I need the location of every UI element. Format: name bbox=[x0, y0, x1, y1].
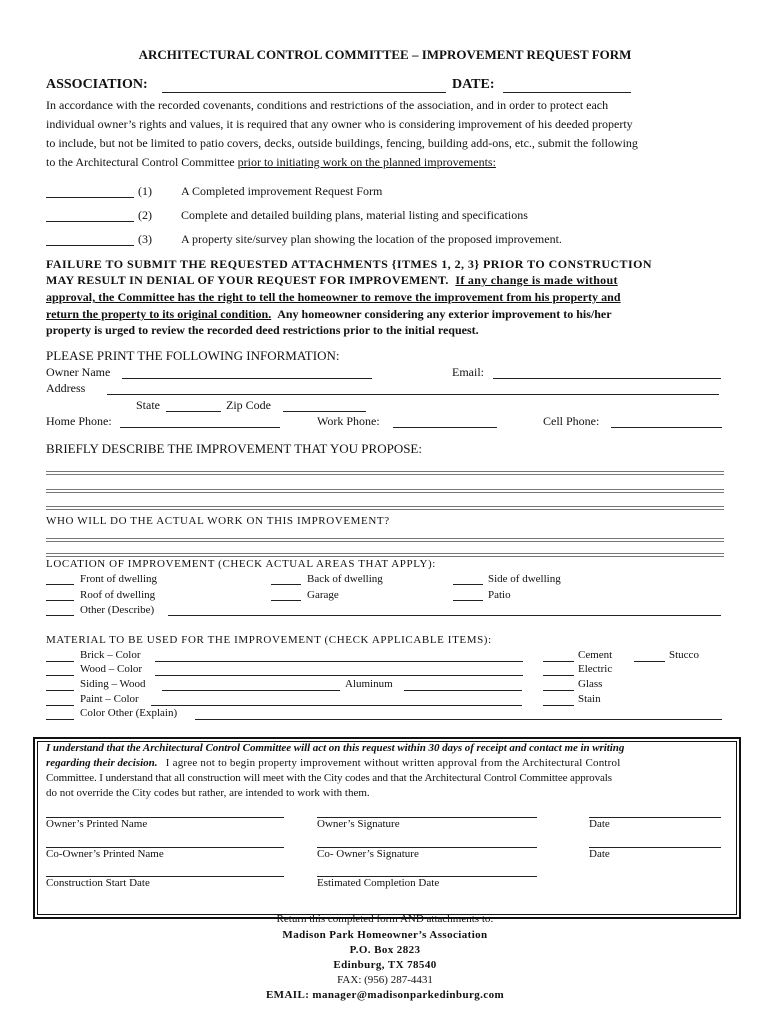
footer-fax: FAX: (956) 287-4431 bbox=[337, 974, 433, 986]
garage-check[interactable] bbox=[271, 600, 301, 601]
aluminum-label: Aluminum bbox=[345, 678, 393, 690]
who-line-2[interactable] bbox=[46, 553, 724, 554]
front-label: Front of dwelling bbox=[80, 573, 157, 585]
stain-check[interactable] bbox=[543, 705, 574, 706]
describe-line-2b bbox=[46, 492, 724, 493]
attachment-3-num: (3) bbox=[138, 232, 152, 246]
paint-label: Paint – Color bbox=[80, 693, 139, 705]
cement-check[interactable] bbox=[543, 661, 574, 662]
address-field[interactable] bbox=[107, 394, 719, 395]
describe-heading: BRIEFLY DESCRIBE THE IMPROVEMENT THAT YOU PROPOSE: bbox=[46, 441, 422, 456]
footer-association: Madison Park Homeowner’s Association bbox=[282, 929, 488, 941]
glass-check[interactable] bbox=[543, 690, 574, 691]
who-heading: WHO WILL DO THE ACTUAL WORK ON THIS IMPROVEMENT? bbox=[46, 515, 390, 527]
failure-line-4 bbox=[46, 307, 612, 322]
stucco-check[interactable] bbox=[634, 661, 665, 662]
owner-printed-label: Owner’s Printed Name bbox=[46, 818, 148, 830]
brick-check[interactable] bbox=[46, 661, 74, 662]
attachment-2-num: (2) bbox=[138, 208, 152, 222]
roof-label: Roof of dwelling bbox=[80, 589, 156, 601]
intro-emphasis: prior to initiating work on the planned improvements: bbox=[237, 155, 496, 169]
email-label: Email: bbox=[452, 365, 484, 379]
owner-name-label: Owner Name bbox=[46, 365, 111, 379]
agreement-line-1: I understand that the Architectural Control Committee will act on this request within 30 days of receipt and contact me in writing bbox=[46, 742, 625, 754]
side-label: Side of dwelling bbox=[488, 573, 561, 585]
agreement-line-2a: regarding their decision. bbox=[46, 757, 158, 769]
aluminum-field[interactable] bbox=[404, 690, 522, 691]
stain-label: Stain bbox=[578, 693, 601, 705]
agreement-line-2b: I agree not to begin property improvement without written approval from the Architectural Control bbox=[165, 757, 621, 769]
failure-line-2b: If any change is made without bbox=[455, 273, 618, 287]
describe-line-3[interactable] bbox=[46, 506, 724, 507]
paint-color-field[interactable] bbox=[151, 705, 522, 706]
association-label: ASSOCIATION: bbox=[46, 77, 148, 92]
stucco-label: Stucco bbox=[669, 649, 699, 661]
wood-label: Wood – Color bbox=[80, 663, 143, 675]
home-phone-field[interactable] bbox=[120, 427, 280, 428]
agreement-line-3: Committee. I understand that all construction will meet with the City codes and that the Architectural Control Committee approvals bbox=[46, 772, 612, 784]
describe-line-1[interactable] bbox=[46, 471, 724, 472]
intro-line-1: In accordance with the recorded covenants, conditions and restrictions of the association, and in order to protect each bbox=[46, 98, 609, 112]
front-check[interactable] bbox=[46, 584, 74, 585]
brick-color-field[interactable] bbox=[155, 661, 523, 662]
email-field[interactable] bbox=[493, 378, 721, 379]
attachment-3-check[interactable] bbox=[46, 245, 134, 246]
page-title: ARCHITECTURAL CONTROL COMMITTEE – IMPROVEMENT REQUEST FORM bbox=[138, 47, 632, 62]
failure-line-5: property is urged to review the recorded deed restrictions prior to the initial request. bbox=[46, 323, 479, 337]
association-field[interactable] bbox=[162, 92, 446, 93]
owner-name-field[interactable] bbox=[122, 378, 372, 379]
footer-return: Return this completed form AND attachments to: bbox=[276, 913, 494, 925]
patio-label: Patio bbox=[488, 589, 511, 601]
date-label: DATE: bbox=[452, 77, 495, 92]
color-other-field[interactable] bbox=[195, 719, 722, 720]
footer-city: Edinburg, TX 78540 bbox=[333, 959, 437, 971]
brick-label: Brick – Color bbox=[80, 649, 141, 661]
zip-label: Zip Code bbox=[226, 398, 271, 412]
work-phone-label: Work Phone: bbox=[317, 414, 380, 428]
agreement-line-2 bbox=[46, 757, 621, 769]
intro-line-4-text: to the Architectural Control Committee bbox=[46, 155, 238, 169]
garage-label: Garage bbox=[307, 589, 339, 601]
electric-check[interactable] bbox=[543, 675, 574, 676]
footer-po-box: P.O. Box 2823 bbox=[349, 944, 421, 956]
state-field[interactable] bbox=[166, 411, 221, 412]
other-describe-field[interactable] bbox=[168, 615, 721, 616]
failure-line-3: approval, the Committee has the right to tell the homeowner to remove the improvement from his property and bbox=[46, 290, 621, 304]
failure-line-4b: Any homeowner considering any exterior improvement to his/her bbox=[277, 307, 612, 321]
attachment-1-text: A Completed improvement Request Form bbox=[181, 184, 383, 198]
attachment-1-check[interactable] bbox=[46, 197, 134, 198]
state-label: State bbox=[136, 398, 160, 412]
location-heading: LOCATION OF IMPROVEMENT (CHECK ACTUAL AREAS THAT APPLY): bbox=[46, 558, 436, 570]
other-check[interactable] bbox=[46, 615, 74, 616]
siding-wood-field[interactable] bbox=[162, 690, 340, 691]
other-label: Other (Describe) bbox=[80, 604, 155, 616]
intro-line-3: to include, but not be limited to patio covers, decks, outside buildings, fencing, building add-ons, etc., submit the following bbox=[46, 136, 638, 150]
attachment-1-num: (1) bbox=[138, 184, 152, 198]
agreement-line-4: do not override the City codes but rather, are intended to work with them. bbox=[46, 787, 370, 799]
home-phone-label: Home Phone: bbox=[46, 414, 112, 428]
siding-check[interactable] bbox=[46, 690, 74, 691]
completion-date-label: Estimated Completion Date bbox=[317, 877, 440, 889]
describe-line-3b bbox=[46, 509, 724, 510]
owner-signature-label: Owner’s Signature bbox=[317, 818, 400, 830]
who-line-1b bbox=[46, 541, 724, 542]
cement-label: Cement bbox=[578, 649, 613, 661]
start-date-label: Construction Start Date bbox=[46, 877, 150, 889]
intro-line-4 bbox=[46, 155, 496, 170]
footer-email[interactable]: EMAIL: manager@madisonparkedinburg.com bbox=[265, 989, 505, 1001]
wood-check[interactable] bbox=[46, 675, 74, 676]
wood-color-field[interactable] bbox=[155, 675, 523, 676]
who-line-1[interactable] bbox=[46, 538, 724, 539]
zip-field[interactable] bbox=[283, 411, 366, 412]
attachment-2-check[interactable] bbox=[46, 221, 134, 222]
owner-date-label: Date bbox=[589, 818, 610, 830]
siding-label: Siding – Wood bbox=[80, 678, 146, 690]
failure-line-1: FAILURE TO SUBMIT THE REQUESTED ATTACHMENTS {ITMES 1, 2, 3} PRIOR TO CONSTRUCTION bbox=[46, 257, 653, 271]
electric-label: Electric bbox=[578, 663, 613, 675]
coowner-signature-label: Co- Owner’s Signature bbox=[317, 848, 419, 860]
coowner-printed-label: Co-Owner’s Printed Name bbox=[46, 848, 164, 860]
failure-line-2a: MAY RESULT IN DENIAL OF YOUR REQUEST FOR IMPROVEMENT. bbox=[46, 273, 449, 287]
describe-line-1b bbox=[46, 474, 724, 475]
back-check[interactable] bbox=[271, 584, 301, 585]
color-other-check[interactable] bbox=[46, 719, 74, 720]
intro-line-2: individual owner’s rights and values, it is required that any owner who is considering improvement of his deeded property bbox=[46, 117, 633, 131]
roof-check[interactable] bbox=[46, 600, 74, 601]
patio-check[interactable] bbox=[453, 600, 483, 601]
material-heading: MATERIAL TO BE USED FOR THE IMPROVEMENT (CHECK APPLICABLE ITEMS): bbox=[46, 634, 492, 646]
color-other-label: Color Other (Explain) bbox=[80, 707, 178, 719]
failure-line-4a: return the property to its original condition. bbox=[46, 307, 272, 321]
attachment-2-text: Complete and detailed building plans, material listing and specifications bbox=[181, 208, 528, 222]
glass-label: Glass bbox=[578, 678, 603, 690]
work-phone-field[interactable] bbox=[393, 427, 497, 428]
describe-line-2[interactable] bbox=[46, 489, 724, 490]
cell-phone-field[interactable] bbox=[611, 427, 722, 428]
info-heading: PLEASE PRINT THE FOLLOWING INFORMATION: bbox=[46, 348, 340, 363]
side-check[interactable] bbox=[453, 584, 483, 585]
address-label: Address bbox=[46, 381, 86, 395]
who-line-2b bbox=[46, 556, 724, 557]
back-label: Back of dwelling bbox=[307, 573, 383, 585]
paint-check[interactable] bbox=[46, 705, 74, 706]
date-field[interactable] bbox=[503, 92, 631, 93]
failure-line-2 bbox=[46, 273, 618, 288]
attachment-3-text: A property site/survey plan showing the location of the proposed improvement. bbox=[181, 232, 562, 246]
cell-phone-label: Cell Phone: bbox=[543, 414, 600, 428]
coowner-date-label: Date bbox=[589, 848, 610, 860]
